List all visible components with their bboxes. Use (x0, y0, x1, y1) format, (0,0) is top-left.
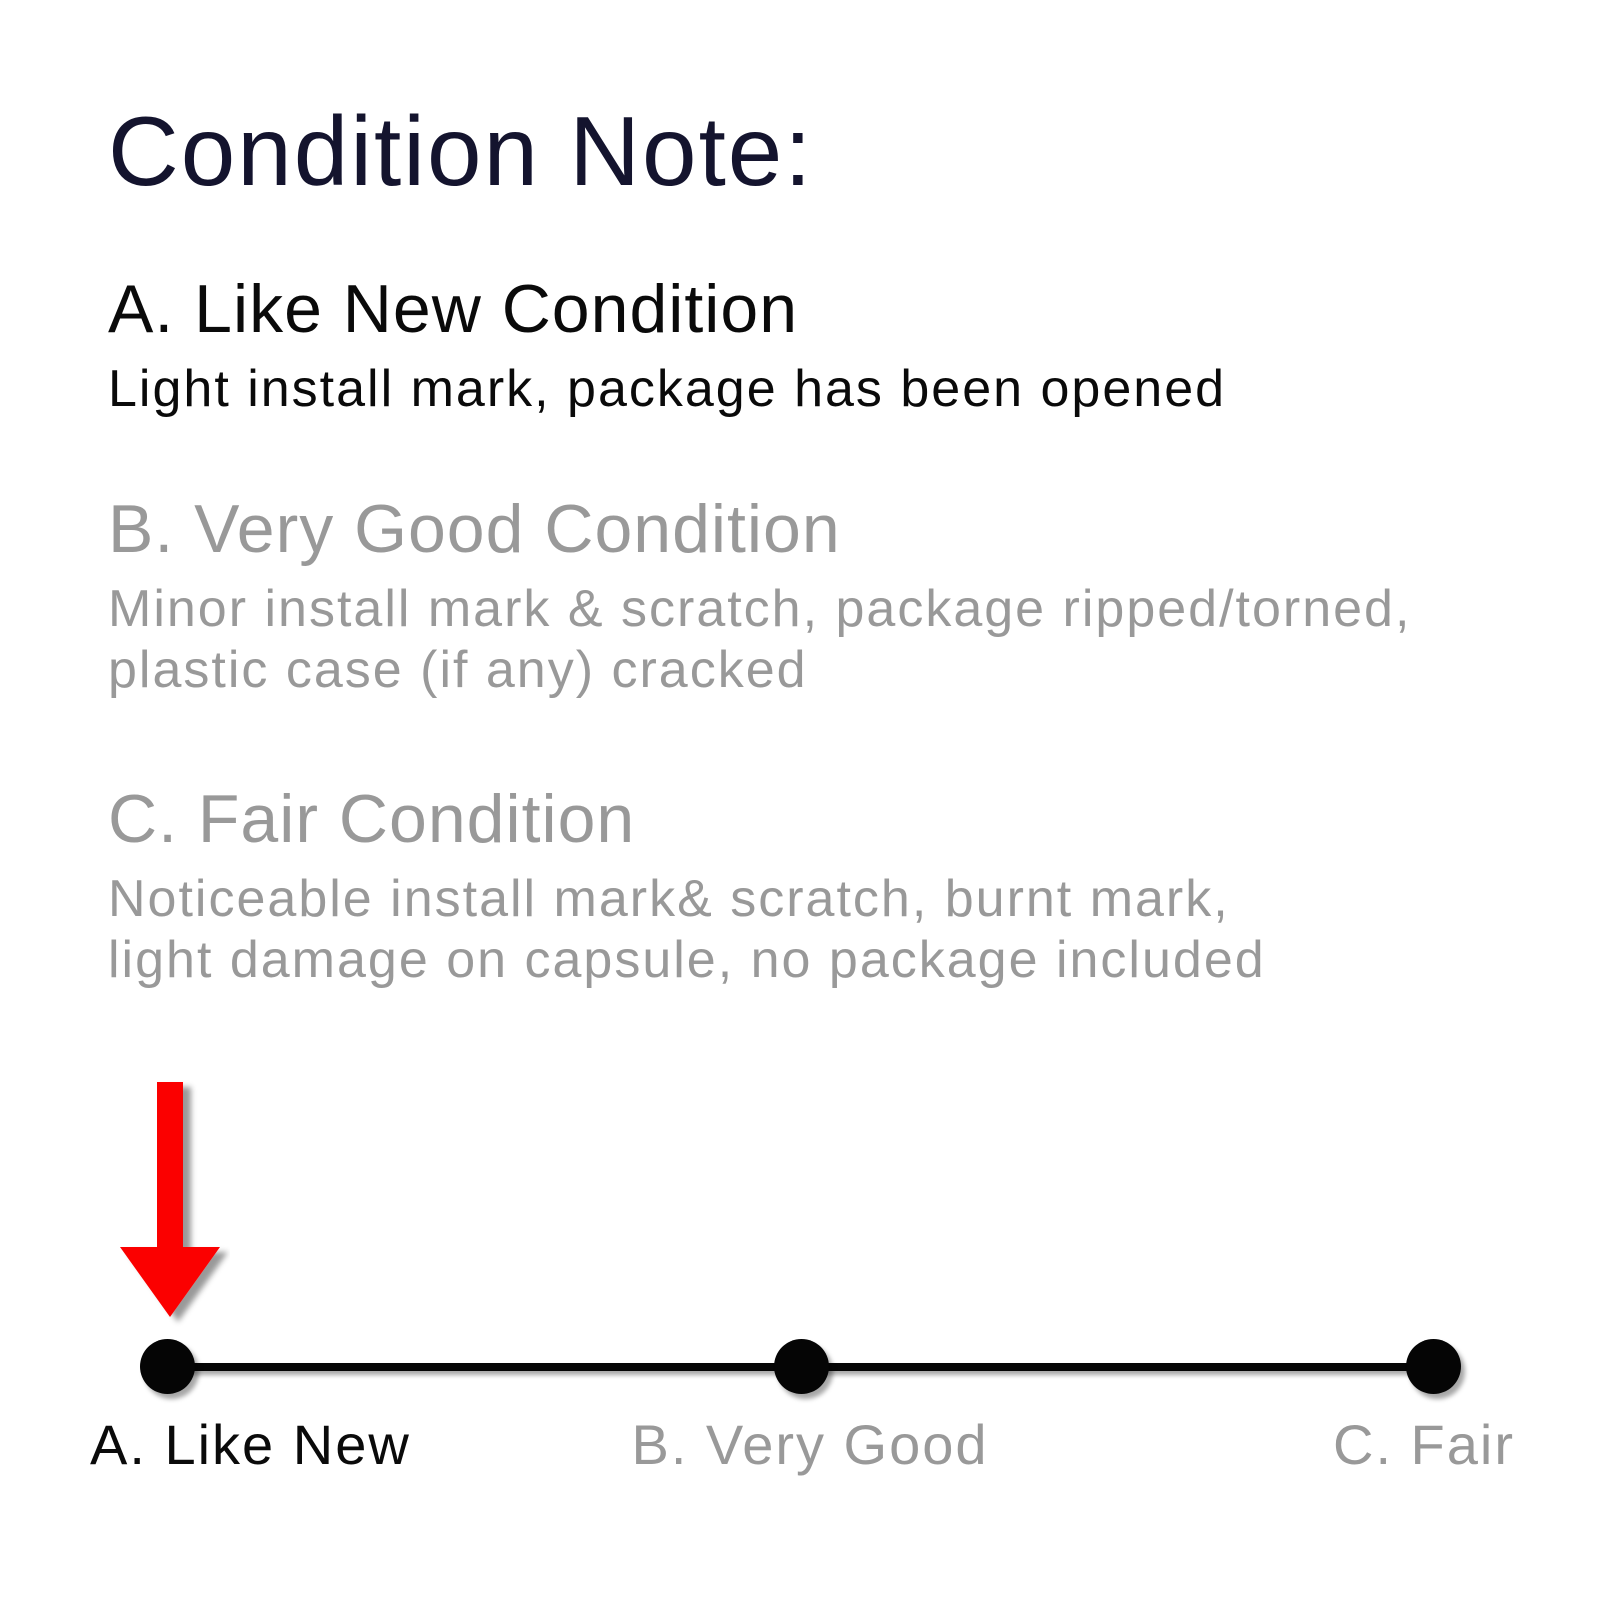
condition-section-fair (108, 782, 1266, 992)
page-title: Condition Note: (108, 96, 814, 206)
section-heading-very-good: B. Very Good Condition (108, 491, 841, 567)
body-line: Light install mark, package has been opened (108, 359, 1227, 418)
section-body-very-good (108, 579, 1411, 702)
section-heading-like-new: A. Like New Condition (108, 271, 799, 347)
section-heading-fair: C. Fair Condition (108, 781, 636, 857)
scale-label-fair: C. Fair (1333, 1413, 1515, 1476)
body-line: light damage on capsule, no package included (108, 931, 1266, 990)
scale-dot-very-good (774, 1339, 829, 1394)
section-body-fair (108, 869, 1266, 992)
selected-condition-pointer (110, 1077, 230, 1327)
body-line: Minor install mark & scratch, package ripped/torned, (108, 579, 1412, 638)
body-line: Noticeable install mark& scratch, burnt mark, (108, 869, 1230, 928)
body-line: plastic case (if any) cracked (108, 641, 808, 700)
condition-section-like-new (108, 272, 1226, 420)
section-body-like-new (108, 359, 1226, 420)
condition-section-very-good (108, 492, 1411, 702)
scale-label-like-new: A. Like New (90, 1413, 411, 1476)
scale-dot-like-new (140, 1339, 195, 1394)
red-arrow-down-icon (110, 1077, 230, 1327)
scale-dot-fair (1406, 1339, 1461, 1394)
scale-label-very-good: B. Very Good (631, 1413, 989, 1476)
